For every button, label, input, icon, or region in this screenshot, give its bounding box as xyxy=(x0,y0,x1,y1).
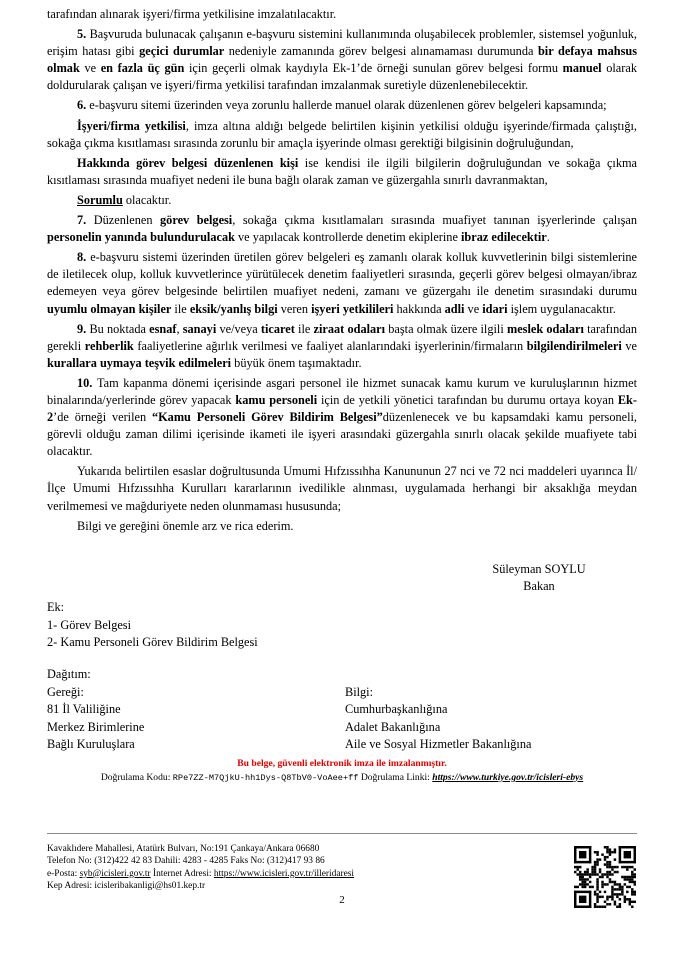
distribution-columns xyxy=(47,684,637,754)
bilgi-item: Aile ve Sosyal Hizmetler Bakanlığına xyxy=(345,736,532,751)
distribution-label: Dağıtım: xyxy=(47,667,91,682)
verification-line xyxy=(47,772,637,783)
paragraph: Hakkında görev belgesi düzenlenen kişi ise kendisi ile ilgili bilgilerin doğruluğundan ve sokağa çıkma kısıtlaması sırasında muafiyet nedeni ile buna bağlı olarak zaman ve güzergahla sınırlı davranmaktan, xyxy=(47,155,637,187)
footer-email-link[interactable]: syb@icisleri.gov.tr xyxy=(79,868,151,879)
bilgi-item: Adalet Bakanlığına xyxy=(345,719,441,734)
document-content xyxy=(47,6,637,783)
attachments-list xyxy=(47,617,637,652)
footer-contact-line xyxy=(47,868,637,880)
footer-internet-label: İnternet Adresi: xyxy=(152,868,212,879)
footer-kep: Kep Adresi: icisleribakanligi@hs01.kep.tr xyxy=(47,880,206,891)
attachments-section xyxy=(47,599,637,651)
distribution-bilgi-column xyxy=(345,684,637,754)
distribution-geregi-column xyxy=(47,684,345,754)
attachments-label: Ek: xyxy=(47,600,65,615)
verification-code-label: Doğrulama Kodu: xyxy=(100,771,171,783)
geregi-list xyxy=(47,701,345,753)
geregi-label: Gereği: xyxy=(47,684,84,699)
paragraph: 6. e-başvuru sitemi üzerinden veya zorunlu hallerde manuel olarak düzenlenen görev belgeleri kapsamında; xyxy=(77,98,607,113)
verification-section xyxy=(47,758,637,783)
attachment-item: 2- Kamu Personeli Görev Bildirim Belgesi xyxy=(47,634,258,649)
attachment-item: 1- Görev Belgesi xyxy=(47,617,132,632)
geregi-item: 81 İl Valiliğine xyxy=(47,702,121,717)
signatory-title: Bakan xyxy=(523,578,555,593)
paragraph: 10. Tam kapanma dönemi içerisinde asgari personel ile hizmet sunacak kamu kurum ve kuruluşlarının hizmet binalarında/yerlerinde görev yapacak kamu personeli için de yetkili yönetici tarafından bu durumu ortaya koyan Ek-2’de örneği verilen “Kamu Personeli Görev Bildirim Belgesi”düzenlenecek ve bu kapsamdaki kamu personeli, görevli olduğu zaman dilimi içerisinde ikameti ile işyeri arasındaki güzergahla sınırlı olacak şekilde muafiyete tabi olacaktır. xyxy=(47,375,637,459)
verification-link-label: Doğrulama Linki: xyxy=(360,771,430,783)
bilgi-label: Bilgi: xyxy=(345,684,374,699)
paragraph: Bilgi ve gereğini önemle arz ve rica ederim. xyxy=(77,518,294,533)
bilgi-item: Cumhurbaşkanlığına xyxy=(345,702,448,717)
qr-code xyxy=(574,846,636,908)
page-number: 2 xyxy=(339,894,345,907)
footer-internet-link[interactable]: https://www.icisleri.gov.tr/illeridaresi xyxy=(213,868,355,879)
paragraph: Sorumlu olacaktır. xyxy=(77,192,172,207)
footer-email-label: e-Posta: xyxy=(47,868,78,879)
verification-link[interactable]: https://www.turkiye.gov.tr/icisleri-ebys xyxy=(432,771,584,783)
geregi-item: Bağlı Kuruluşlara xyxy=(47,736,135,751)
verification-code: RPe7ZZ-M7QjkU-hh1Dys-Q8TbV0-VoAee+ff xyxy=(172,772,359,783)
paragraph: Yukarıda belirtilen esaslar doğrultusunda Umumi Hıfzıssıhha Kanununun 27 nci ve 72 nci maddeleri uyarınca İl/İlçe Umumi Hıfzıssıhha Kurulları kararlarının ivedilikle alınması, uygulamada herhangi bir aksaklığa meydan verilmemesi ve mağduriyete neden olunmaması hususunda; xyxy=(47,464,637,513)
paragraph: İşyeri/firma yetkilisi, imza altına aldığı belgede belirtilen kişinin yetkilisi olduğu işyerinde/firmada çalıştığı, sokağa çıkma kısıtlaması sırasında zorunlu bir amaçla işyerinde olması gerektiği bilgisinin doğruluğundan, xyxy=(47,118,637,150)
signatory-name: Süleyman SOYLU xyxy=(492,561,586,576)
page-footer xyxy=(47,833,637,906)
footer-phone: Telefon No: (312)422 42 83 Dahili: 4283 - 4285 Faks No: (312)417 93 86 xyxy=(47,856,325,867)
paragraph: 7. Düzenlenen görev belgesi, sokağa çıkma kısıtlamaları sırasında muafiyet tanınan işyerlerinde çalışan personelin yanında bulundurulacak ve yapılacak kontrollerde denetim ekiplerine ibraz edilecektir. xyxy=(47,213,638,245)
paragraph: 9. Bu noktada esnaf, sanayi ve/veya ticaret ile ziraat odaları başta olmak üzere ilgili meslek odaları tarafından gerekli rehberlik faaliyetlerine ağırlık verilmesi ve faaliyet alanlarındaki işyerlerinin/firmaların bilgilendirilmeleri ve kurallara uymaya teşvik edilmeleri büyük önem taşımaktadır. xyxy=(47,321,637,370)
bilgi-list xyxy=(345,701,637,753)
paragraph: tarafından alınarak işyeri/firma yetkilisine imzalatılacaktır. xyxy=(47,7,337,21)
geregi-item: Merkez Birimlerine xyxy=(47,719,145,734)
document-body xyxy=(47,6,637,535)
esignature-notice: Bu belge, güvenli elektronik imza ile imzalanmıştır. xyxy=(237,758,447,770)
distribution-section xyxy=(47,666,637,753)
paragraph: 8. e-başvuru sistemi üzerinden üretilen görev belgeleri eş zamanlı olarak kolluk kuvvetlerinin bilgi sistemlerine de iletilecek olup, kolluk kuvvetlerince yürütülecek denetim faaliyetleri sırasında, geçerli görev belgesi olmayan/ibraz edemeyen veya görev belgesinde belirtilen muafiyet nedeni, zamanı ve güzergahı ile denetim sırasındaki durumu uyumlu olmayan kişiler ile eksik/yanlış bilgi veren işyeri yetkilileri hakkında adli ve idari işlem uygulanacaktır. xyxy=(47,250,637,316)
signature-block xyxy=(449,561,629,595)
footer-address: Kavaklıdere Mahallesi, Atatürk Bulvarı, No:191 Çankaya/Ankara 06680 xyxy=(47,844,320,854)
paragraph: 5. Başvuruda bulunacak çalışanın e-başvuru sistemini kullanımında oluşabilecek problemler, sistemsel yoğunluk, erişim hatası gibi geçici durumlar nedeniyle zamanında görev belgesi alınamaması durumunda bir defaya mahsus olmak ve en fazla üç gün için geçerli olmak kaydıyla Ek-1’de örneği sunulan görev belgesi formu manuel olarak doldurularak çalışan ve işyeri/firma yetkilisi tarafından imzalanmak suretiyle düzenlenebilecektir. xyxy=(47,27,637,93)
